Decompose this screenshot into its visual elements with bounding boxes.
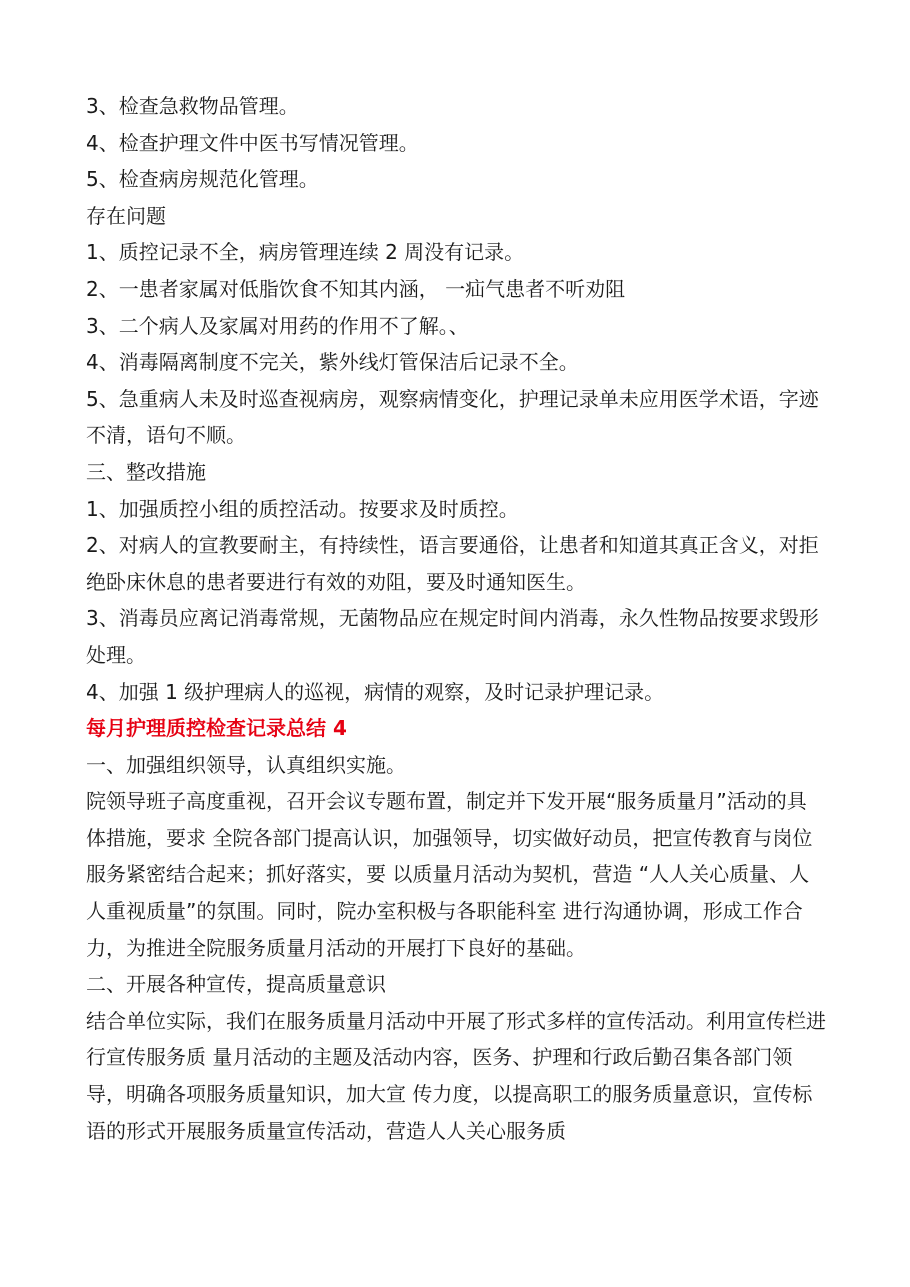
paragraph-measure-2: 2、对病人的宣教要耐主，有持续性，语言要通俗，让患者和知道其真正含义，对拒绝卧床休息的患者要进行有效的劝阻，要及时通知医生。 [86, 533, 819, 594]
paragraph-measure-4: 4、加强 1 级护理病人的巡视，病情的观察，及时记录护理记录。 [86, 679, 665, 704]
paragraph-check-nursing-documents: 4、检查护理文件中医书写情况管理。 [86, 130, 419, 155]
paragraph-publicity-body: 结合单位实际，我们在服务质量月活动中开展了形式多样的宣传活动。利用宣传栏进行宣传服务质 量月活动的主题及活动内容，医务、护理和行政后勤召集各部门领导，明确各项服务质量知识，加大宣 传力度，以提高职工的服务质量意识，宣传标语的形式开展服务质量宣传活动，营造人人关心服务质 [86, 1008, 826, 1143]
paragraph-problem-5: 5、急重病人未及时巡查视病房，观察病情变化，护理记录单未应用医学术语，字迹不清，语句不顺。 [86, 386, 819, 448]
paragraph-check-emergency-items: 3、检查急救物品管理。 [86, 94, 299, 118]
paragraph-problem-1: 1、质控记录不全，病房管理连续 2 周没有记录。 [86, 240, 525, 265]
section-heading-existing-problems: 存在问题 [86, 203, 166, 228]
document-body [86, 88, 826, 1149]
section-heading-organization: 一、加强组织领导，认真组织实施。 [86, 752, 406, 777]
paragraph-measure-1: 1、加强质控小组的质控活动。按要求及时质控。 [86, 496, 519, 521]
section-heading-publicity: 二、开展各种宣传，提高质量意识 [86, 972, 386, 997]
paragraph-problem-3: 3、二个病人及家属对用药的作用不了解。、 [86, 313, 469, 338]
paragraph-problem-2: 2、一患者家属对低脂饮食不知其内涵， 一疝气患者不听劝阻 [86, 276, 626, 301]
paragraph-organization-body: 院领导班子高度重视，召开会议专题布置，制定并下发开展“服务质量月”活动的具体措施，要求 全院各部门提高认识，加强领导，切实做好动员，把宣传教育与岗位服务紧密结合起来；抓好落实，要 以质量月活动为契机，营造 “人人关心质量、人人重视质量”的氛围。同时，院办室积极与各职能科室 进行沟通协调，形成工作合力，为推进全院服务质量月活动的开展打下良好的基础。 [86, 789, 813, 960]
paragraph-measure-3: 3、消毒员应离记消毒常规，无菌物品应在规定时间内消毒，永久性物品按要求毁形处理。 [86, 606, 819, 667]
paragraph-check-ward-standardization: 5、检查病房规范化管理。 [86, 167, 319, 192]
paragraph-problem-4: 4、消毒隔离制度不完关，紫外线灯管保洁后记录不全。 [86, 350, 579, 375]
document-section-title: 每月护理质控检查记录总结 4 [86, 716, 347, 741]
section-heading-rectification: 三、整改措施 [86, 459, 206, 484]
